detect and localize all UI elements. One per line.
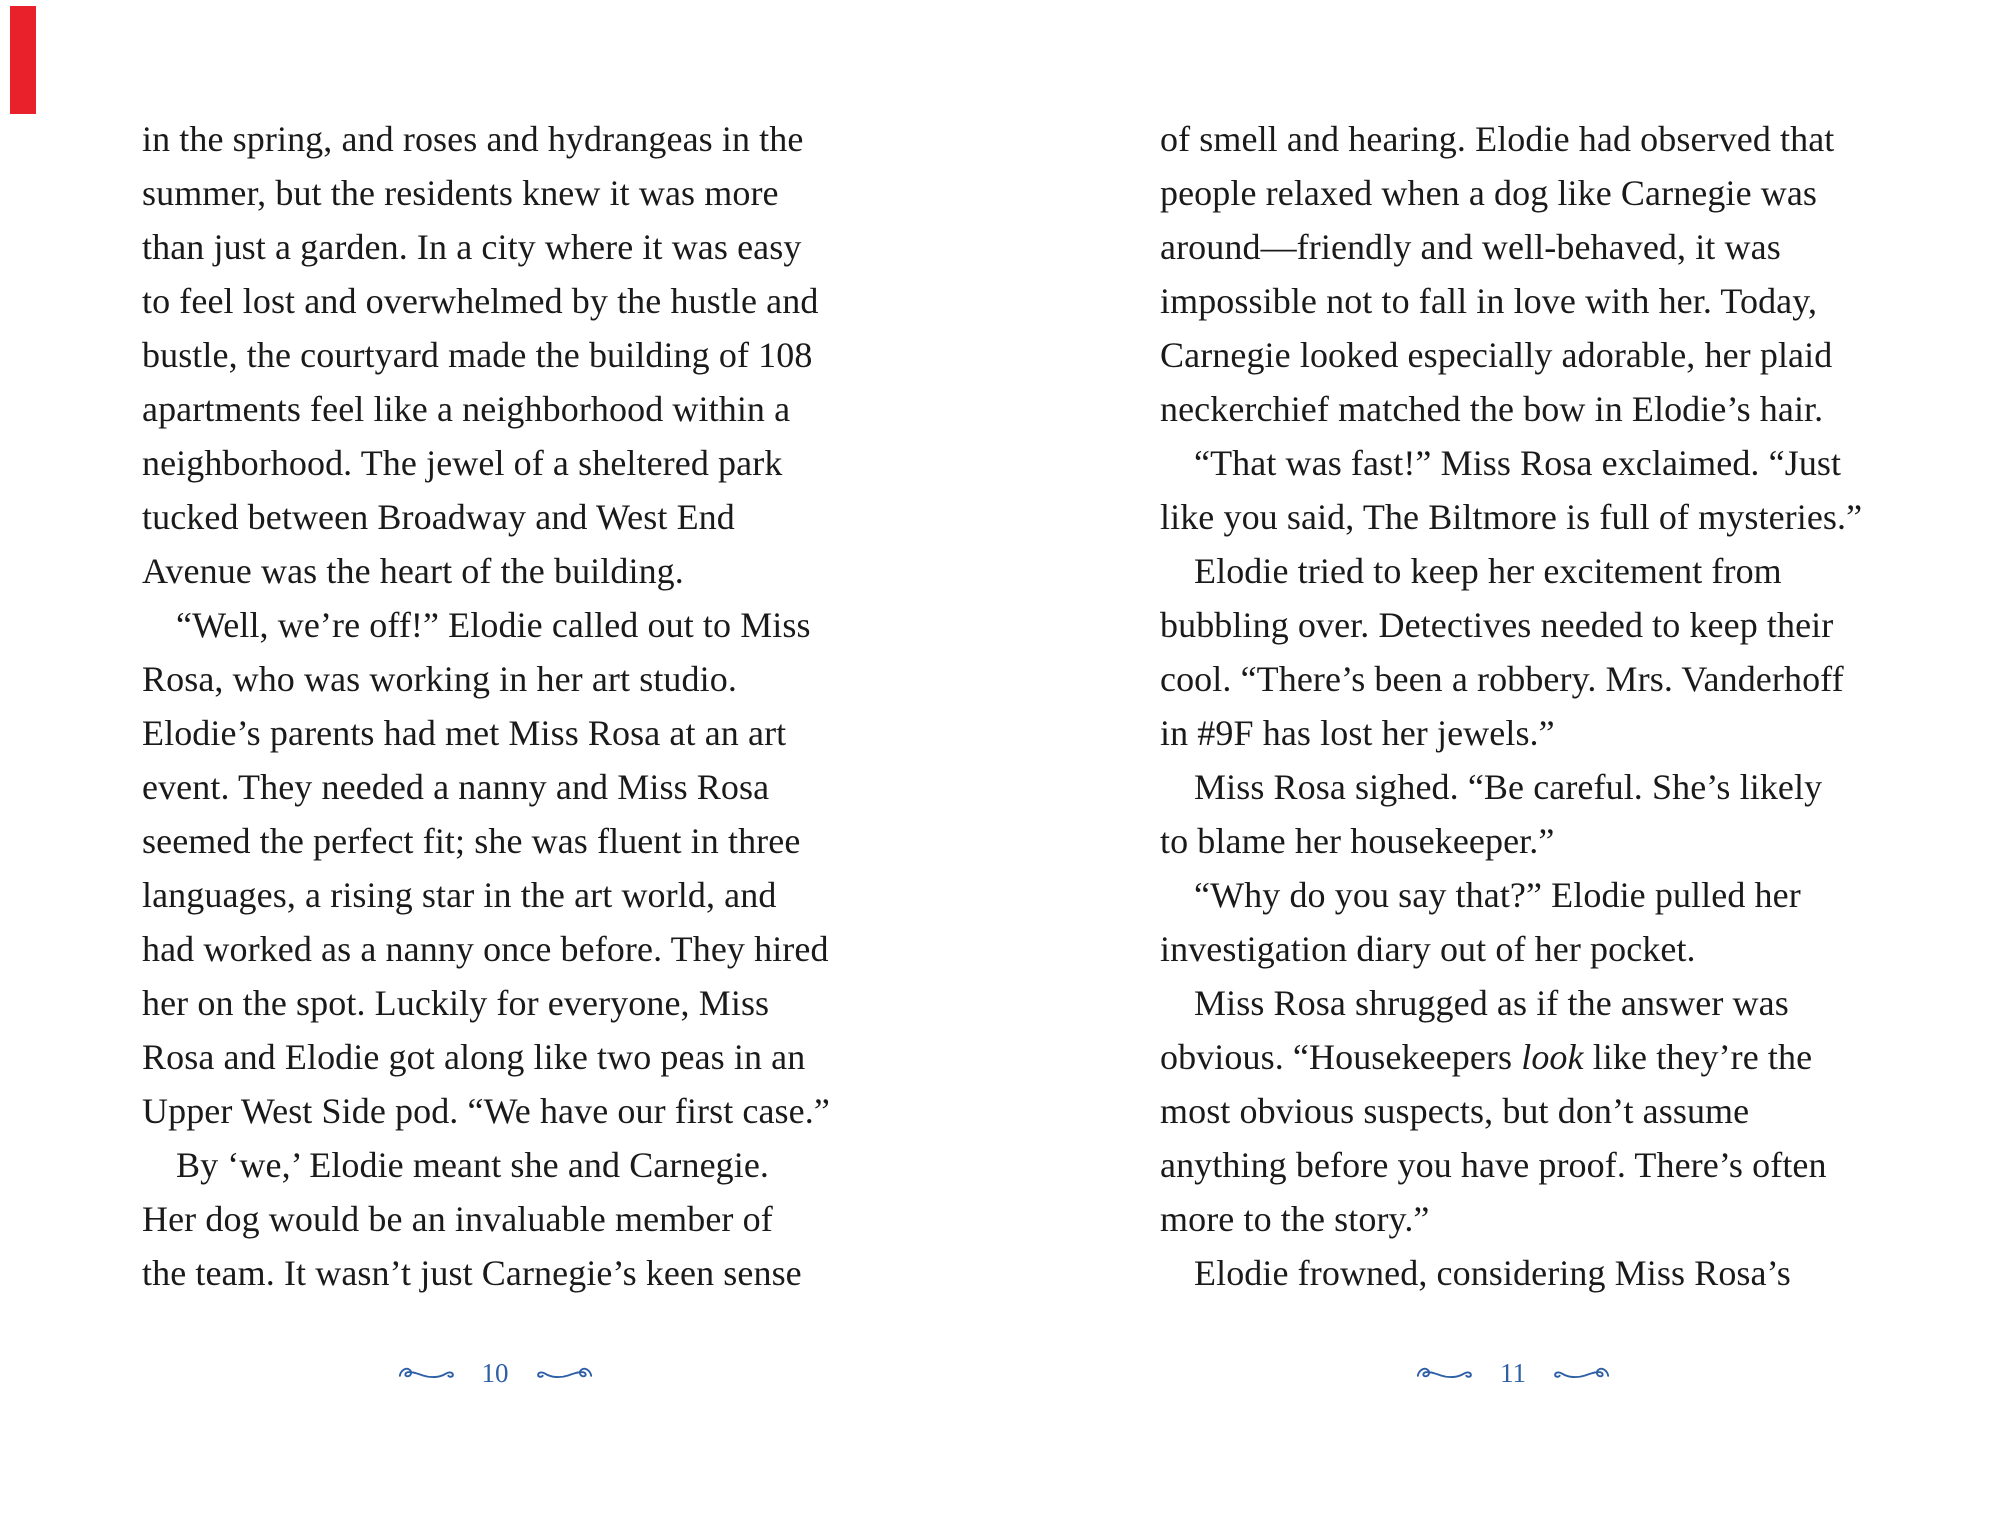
text-line — [1160, 652, 1905, 706]
text-run: Miss Rosa sighed. “Be careful. She’s likely — [1194, 767, 1823, 807]
text-line — [142, 274, 887, 328]
text-run: around—friendly and well-behaved, it was — [1160, 227, 1781, 267]
text-line — [142, 490, 887, 544]
text-line — [142, 868, 887, 922]
text-line — [1160, 1084, 1905, 1138]
page-number: 11 — [1500, 1357, 1526, 1388]
text-run: of smell and hearing. Elodie had observed that — [1160, 119, 1835, 159]
text-run: anything before you have proof. There’s often — [1160, 1145, 1827, 1185]
text-run: more to the story.” — [1160, 1199, 1430, 1239]
text-line — [142, 1084, 887, 1138]
text-run: Carnegie looked especially adorable, her plaid — [1160, 335, 1833, 375]
text-line — [1160, 814, 1905, 868]
text-run: By ‘we,’ Elodie meant she and Carnegie. — [176, 1145, 770, 1185]
text-run: Avenue was the heart of the building. — [142, 551, 684, 591]
text-run: Upper West Side pod. “We have our first case.” — [142, 1091, 830, 1131]
text-line — [1160, 598, 1905, 652]
text-run: cool. “There’s been a robbery. Mrs. Vanderhoff — [1160, 659, 1844, 699]
page-11-text — [1160, 112, 1905, 1300]
text-line — [1160, 544, 1905, 598]
flourish-icon — [398, 1363, 456, 1385]
text-line — [142, 436, 887, 490]
text-run: languages, a rising star in the art world, and — [142, 875, 777, 915]
text-line — [142, 1030, 887, 1084]
text-run: “That was fast!” Miss Rosa exclaimed. “Just — [1194, 443, 1842, 483]
text-run: in the spring, and roses and hydrangeas in the — [142, 119, 804, 159]
text-line — [142, 598, 887, 652]
text-run: seemed the perfect fit; she was fluent in three — [142, 821, 801, 861]
text-run: Elodie frowned, considering Miss Rosa’s — [1194, 1253, 1791, 1293]
page-11-footer — [1148, 1352, 1878, 1396]
flourish-icon — [1552, 1363, 1610, 1385]
text-line — [142, 382, 887, 436]
text-run: investigation diary out of her pocket. — [1160, 929, 1696, 969]
flourish-icon — [1416, 1363, 1474, 1385]
text-run: Her dog would be an invaluable member of — [142, 1199, 773, 1239]
text-run: Elodie tried to keep her excitement from — [1194, 551, 1782, 591]
text-run: Rosa, who was working in her art studio. — [142, 659, 737, 699]
text-run: to blame her housekeeper.” — [1160, 821, 1555, 861]
text-run: bubbling over. Detectives needed to keep their — [1160, 605, 1834, 645]
text-line — [142, 220, 887, 274]
text-line — [1160, 922, 1905, 976]
text-run: people relaxed when a dog like Carnegie was — [1160, 173, 1818, 213]
text-line — [1160, 436, 1905, 490]
text-run: Rosa and Elodie got along like two peas in an — [142, 1037, 806, 1077]
text-line — [1160, 706, 1905, 760]
text-run: bustle, the courtyard made the building of 108 — [142, 335, 813, 375]
text-line — [1160, 112, 1905, 166]
text-line — [142, 706, 887, 760]
text-line — [1160, 166, 1905, 220]
text-line — [1160, 274, 1905, 328]
text-run: in #9F has lost her jewels.” — [1160, 713, 1555, 753]
text-run: Miss Rosa shrugged as if the answer was — [1194, 983, 1789, 1023]
text-line — [1160, 976, 1905, 1030]
text-run: most obvious suspects, but don’t assume — [1160, 1091, 1750, 1131]
text-run: her on the spot. Luckily for everyone, Miss — [142, 983, 770, 1023]
text-run: event. They needed a nanny and Miss Rosa — [142, 767, 770, 807]
text-run: Elodie’s parents had met Miss Rosa at an art — [142, 713, 787, 753]
text-run: than just a garden. In a city where it was easy — [142, 227, 802, 267]
text-run: the team. It wasn’t just Carnegie’s keen sense — [142, 1253, 802, 1293]
text-line — [142, 112, 887, 166]
text-run: to feel lost and overwhelmed by the hustle and — [142, 281, 819, 321]
text-line — [1160, 382, 1905, 436]
text-line — [142, 760, 887, 814]
text-run: like you said, The Biltmore is full of mysteries.” — [1160, 497, 1863, 537]
text-line — [142, 1138, 887, 1192]
text-run: impossible not to fall in love with her. Today, — [1160, 281, 1818, 321]
text-line — [1160, 1030, 1905, 1084]
text-run: neighborhood. The jewel of a sheltered park — [142, 443, 783, 483]
text-line — [142, 652, 887, 706]
text-line — [142, 1246, 887, 1300]
text-line — [1160, 1192, 1905, 1246]
page-10-text — [142, 112, 887, 1300]
page-number: 10 — [481, 1357, 509, 1388]
text-run: “Why do you say that?” Elodie pulled her — [1194, 875, 1801, 915]
red-bookmark-marker — [10, 6, 36, 114]
text-line — [1160, 328, 1905, 382]
text-line — [1160, 868, 1905, 922]
text-line — [142, 328, 887, 382]
text-line — [1160, 1246, 1905, 1300]
text-run: apartments feel like a neighborhood within a — [142, 389, 791, 429]
text-line — [1160, 1138, 1905, 1192]
text-line — [142, 922, 887, 976]
text-run: had worked as a nanny once before. They hired — [142, 929, 829, 969]
text-line — [142, 976, 887, 1030]
text-line — [1160, 760, 1905, 814]
text-line — [142, 1192, 887, 1246]
text-run: “Well, we’re off!” Elodie called out to Miss — [176, 605, 811, 645]
text-line — [1160, 220, 1905, 274]
text-run: look — [1521, 1037, 1584, 1077]
text-run: tucked between Broadway and West End — [142, 497, 735, 537]
page-10-footer — [130, 1352, 860, 1396]
text-line — [142, 814, 887, 868]
text-run: summer, but the residents knew it was more — [142, 173, 779, 213]
text-run: neckerchief matched the bow in Elodie’s hair. — [1160, 389, 1824, 429]
text-line — [142, 166, 887, 220]
flourish-icon — [535, 1363, 593, 1385]
text-line — [1160, 490, 1905, 544]
text-line — [142, 544, 887, 598]
text-run: obvious. “Housekeepers — [1160, 1037, 1522, 1077]
text-run: like they’re the — [1583, 1037, 1813, 1077]
